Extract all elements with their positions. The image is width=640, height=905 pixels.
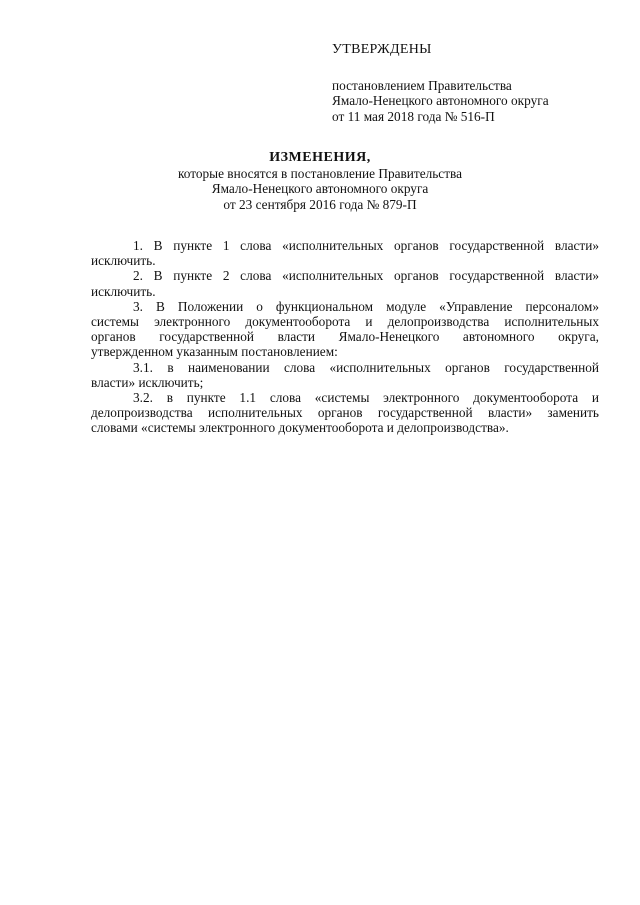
approval-stamp (332, 42, 602, 124)
paragraph-line: утвержденном указанным постановлением: (91, 344, 338, 360)
document-subtitle-line: которые вносятся в постановление Правительства (177, 165, 463, 181)
approval-line: от 11 мая 2018 года № 516-П (332, 108, 495, 124)
paragraph-line: системы электронного документооборота и делопроизводства исполнительных (91, 314, 599, 330)
paragraph-line: 3. В Положении о функциональном модуле «Управление персоналом» (133, 298, 599, 314)
paragraph-line: 3.1. в наименовании слова «исполнительных органов государственной (133, 359, 599, 375)
paragraph-3 (91, 299, 599, 360)
document-subtitle-line: от 23 сентября 2016 года № 879-П (223, 196, 417, 212)
paragraph-2 (91, 268, 599, 298)
paragraph-line: власти» исключить; (91, 374, 204, 390)
paragraph-line: исключить. (91, 283, 156, 299)
paragraph-line: делопроизводства исполнительных органов государственной власти» заменить (91, 405, 599, 421)
approval-line: постановлением Правительства (332, 77, 512, 93)
document-title: ИЗМЕНЕНИЯ, (269, 150, 371, 165)
document-body (91, 238, 599, 436)
paragraph-line: 3.2. в пункте 1.1 слова «системы электронного документооборота и (133, 390, 599, 406)
document-subtitle-line: Ямало-Ненецкого автономного округа (211, 181, 429, 196)
paragraph-line: 2. В пункте 2 слова «исполнительных органов государственной власти» (133, 268, 599, 284)
paragraph-3-2 (91, 390, 599, 436)
paragraph-line: словами «системы электронного документооборота и делопроизводства». (91, 420, 509, 436)
approval-heading: УТВЕРЖДЕНЫ (332, 42, 432, 57)
paragraph-line: 1. В пункте 1 слова «исполнительных органов государственной власти» (133, 238, 599, 253)
approval-line: Ямало-Ненецкого автономного округа (332, 93, 549, 108)
paragraph-line: органов государственной власти Ямало-Ненецкого автономного округа, (91, 329, 599, 345)
paragraph-3-1 (91, 360, 599, 390)
paragraph-1 (91, 238, 599, 268)
document-title-block (100, 150, 540, 212)
paragraph-line: исключить. (91, 253, 156, 269)
